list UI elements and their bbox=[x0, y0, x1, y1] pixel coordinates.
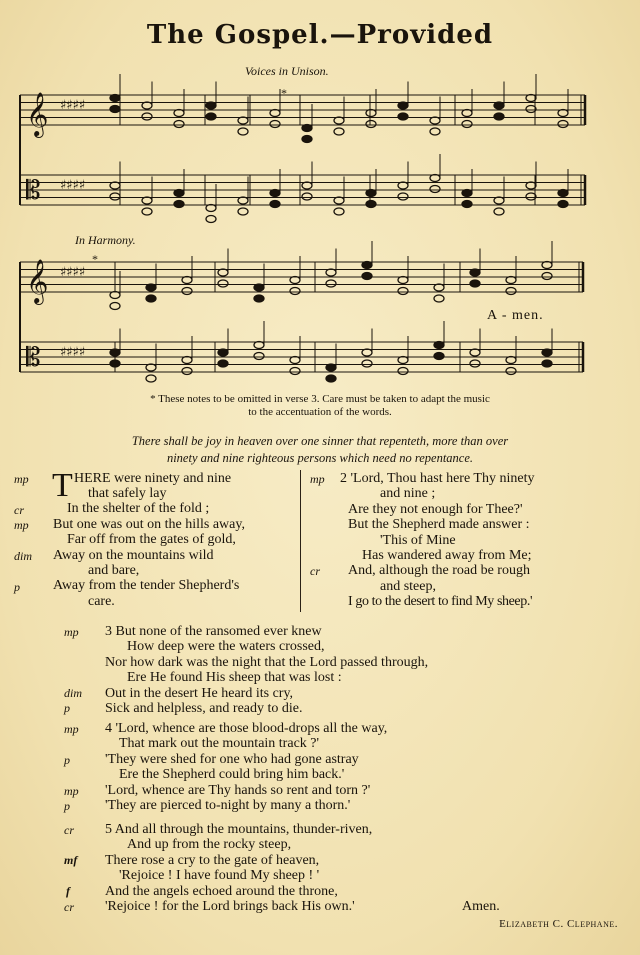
note-head bbox=[218, 360, 228, 367]
note-head bbox=[206, 205, 216, 212]
note-head bbox=[182, 368, 192, 375]
note-head bbox=[334, 117, 344, 124]
note-head bbox=[494, 197, 504, 204]
note-head bbox=[290, 277, 300, 284]
key-signature-icon: ♯♯♯♯ bbox=[60, 178, 86, 193]
note-head bbox=[506, 368, 516, 375]
verse3-line: Nor how dark was the night that the Lord passed through, bbox=[105, 654, 429, 670]
verse4-line: 'Lord, whence are Thy hands so rent and torn ?' bbox=[105, 782, 371, 798]
verse3-line: Sick and helpless, and ready to die. bbox=[105, 701, 303, 717]
note-head bbox=[270, 121, 280, 128]
note-head bbox=[254, 284, 264, 291]
note-head bbox=[238, 128, 248, 135]
note-head bbox=[326, 280, 336, 287]
verse3 bbox=[105, 624, 428, 716]
note-head bbox=[270, 110, 280, 117]
note-head bbox=[398, 277, 408, 284]
note-head bbox=[238, 117, 248, 124]
note-head bbox=[110, 360, 120, 367]
footnote bbox=[60, 393, 580, 419]
footnote-line-1: * These notes to be omitted in verse 3. Care must be taken to adapt the music bbox=[150, 393, 490, 405]
verse4-line: 'They are pierced to-night by many a thorn.' bbox=[105, 798, 351, 814]
verse4-line: 'They were shed for one who had gone astray bbox=[105, 751, 359, 767]
note-head bbox=[206, 113, 216, 120]
dynamic-mark: mf bbox=[64, 853, 78, 867]
note-head bbox=[302, 125, 312, 132]
note-head bbox=[434, 284, 444, 291]
note-head bbox=[238, 197, 248, 204]
note-head bbox=[362, 360, 372, 367]
dynamic-mark: mp bbox=[310, 472, 325, 486]
note-head bbox=[366, 121, 376, 128]
note-head bbox=[110, 349, 120, 356]
note-head bbox=[398, 288, 408, 295]
verse1-line: In the shelter of the fold ; bbox=[67, 501, 210, 517]
note-head bbox=[366, 190, 376, 197]
note-head bbox=[290, 288, 300, 295]
note-head bbox=[430, 128, 440, 135]
verse1-line: Far off from the gates of gold, bbox=[67, 532, 236, 548]
unison-asterisk: * bbox=[281, 86, 287, 100]
verse2-line: and nine ; bbox=[380, 486, 436, 502]
verse3-line: Ere He found His sheep that was lost : bbox=[127, 670, 342, 686]
note-head bbox=[206, 102, 216, 109]
music-score bbox=[0, 0, 640, 390]
note-head bbox=[542, 360, 552, 367]
note-head bbox=[182, 357, 192, 364]
note-head bbox=[254, 353, 264, 360]
note-head bbox=[174, 110, 184, 117]
verse5-amen: Amen. bbox=[462, 899, 500, 914]
verse3-line: 3 But none of the ransomed ever knew bbox=[105, 624, 322, 639]
note-head bbox=[506, 277, 516, 284]
verse1-line: Away on the mountains wild bbox=[53, 547, 214, 563]
verse2-line: Has wandered away from Me; bbox=[362, 548, 532, 564]
alto-clef-icon: 𝄡 bbox=[26, 343, 41, 373]
note-head bbox=[462, 201, 472, 208]
note-head bbox=[174, 121, 184, 128]
note-head bbox=[362, 349, 372, 356]
dynamic-mark: p bbox=[64, 701, 70, 715]
verse4-line: 4 'Lord, whence are those blood-drops all the way, bbox=[105, 721, 388, 736]
note-head bbox=[434, 353, 444, 360]
dynamic-mark: mp bbox=[64, 625, 79, 639]
note-head bbox=[110, 182, 120, 189]
dynamic-mark: dim bbox=[64, 686, 82, 700]
note-head bbox=[206, 216, 216, 223]
note-head bbox=[542, 273, 552, 280]
verse1-line: Away from the tender Shepherd's bbox=[53, 578, 240, 594]
note-head bbox=[174, 201, 184, 208]
key-signature-icon: ♯♯♯♯ bbox=[60, 98, 86, 113]
note-head bbox=[146, 375, 156, 382]
verse1-dropcap: T bbox=[52, 467, 73, 504]
author-credit: Elizabeth C. Clephane. bbox=[499, 918, 618, 930]
epigraph bbox=[40, 433, 600, 467]
note-head bbox=[290, 368, 300, 375]
verse5-line: And the angels echoed around the throne, bbox=[105, 883, 338, 899]
unison-label: Voices in Unison. bbox=[245, 64, 329, 78]
note-head bbox=[506, 357, 516, 364]
verse5 bbox=[105, 822, 372, 914]
note-head bbox=[362, 262, 372, 269]
note-head bbox=[302, 182, 312, 189]
dynamic-mark: cr bbox=[64, 900, 74, 914]
note-head bbox=[398, 357, 408, 364]
verse4-line: Ere the Shepherd could bring him back.' bbox=[119, 767, 345, 783]
note-head bbox=[182, 288, 192, 295]
note-head bbox=[494, 208, 504, 215]
note-head bbox=[470, 280, 480, 287]
dynamic-mark: cr bbox=[14, 503, 24, 517]
note-head bbox=[462, 190, 472, 197]
verse2-line: I go to the desert to find My sheep.' bbox=[348, 594, 533, 610]
page-title: The Gospel.—Provided bbox=[146, 20, 494, 50]
note-head bbox=[334, 128, 344, 135]
dynamic-mark: dim bbox=[14, 549, 32, 563]
verse1-first-line: HERE were ninety and nine bbox=[74, 471, 232, 486]
epigraph-line-2: ninety and nine righteous persons which need no repentance. bbox=[166, 451, 474, 465]
epigraph-line-1: There shall be joy in heaven over one sinner that repenteth, more than over bbox=[131, 434, 509, 448]
note-head bbox=[290, 357, 300, 364]
verse2-line: Are they not enough for Thee?' bbox=[348, 501, 523, 517]
note-head bbox=[110, 106, 120, 113]
note-head bbox=[430, 175, 440, 182]
verse2-line: But the Shepherd made answer : bbox=[348, 517, 530, 533]
note-head bbox=[366, 110, 376, 117]
note-head bbox=[434, 295, 444, 302]
note-head bbox=[542, 262, 552, 269]
verse1-line: care. bbox=[88, 593, 115, 609]
alto-clef-icon: 𝄡 bbox=[26, 176, 41, 206]
note-head bbox=[326, 269, 336, 276]
note-head bbox=[142, 197, 152, 204]
note-head bbox=[462, 121, 472, 128]
footnote-line-2: to the accentuation of the words. bbox=[248, 406, 392, 418]
note-head bbox=[398, 193, 408, 200]
note-head bbox=[142, 113, 152, 120]
note-head bbox=[182, 277, 192, 284]
verse3-line: Out in the desert He heard its cry, bbox=[105, 685, 294, 701]
verse5-line: And up from the rocky steep, bbox=[127, 837, 292, 853]
note-head bbox=[254, 342, 264, 349]
note-head bbox=[334, 197, 344, 204]
note-head bbox=[398, 368, 408, 375]
note-head bbox=[558, 190, 568, 197]
verse2-line: And, although the road be rough bbox=[348, 563, 530, 579]
note-head bbox=[462, 110, 472, 117]
note-head bbox=[558, 121, 568, 128]
dynamic-mark: f bbox=[66, 884, 70, 898]
note-head bbox=[558, 201, 568, 208]
dynamic-mark: p bbox=[64, 753, 70, 767]
verse1-line: and bare, bbox=[88, 563, 140, 579]
amen-lyric: A - men. bbox=[487, 308, 544, 323]
note-head bbox=[494, 113, 504, 120]
note-head bbox=[270, 201, 280, 208]
note-head bbox=[110, 303, 120, 310]
note-head bbox=[434, 342, 444, 349]
note-head bbox=[542, 349, 552, 356]
note-head bbox=[270, 190, 280, 197]
note-head bbox=[146, 364, 156, 371]
note-head bbox=[334, 208, 344, 215]
treble-clef-icon: 𝄞 bbox=[26, 259, 49, 303]
verse2-line: 'This of Mine bbox=[380, 532, 456, 548]
verse2 bbox=[340, 471, 534, 610]
verse3-line: How deep were the waters crossed, bbox=[127, 639, 325, 655]
note-head bbox=[302, 193, 312, 200]
note-head bbox=[470, 360, 480, 367]
note-head bbox=[110, 292, 120, 299]
note-head bbox=[238, 208, 248, 215]
harmony-label: In Harmony. bbox=[75, 233, 136, 247]
verse4-line: That mark out the mountain track ?' bbox=[119, 736, 320, 752]
note-head bbox=[506, 288, 516, 295]
note-head bbox=[218, 280, 228, 287]
note-head bbox=[398, 182, 408, 189]
note-head bbox=[398, 102, 408, 109]
verse4 bbox=[105, 721, 387, 813]
footnote-asterisk: * bbox=[92, 252, 98, 266]
note-head bbox=[142, 102, 152, 109]
dynamic-mark: p bbox=[14, 580, 20, 594]
key-signature-icon: ♯♯♯♯ bbox=[60, 265, 86, 280]
note-head bbox=[146, 295, 156, 302]
note-head bbox=[218, 349, 228, 356]
verse2-line: and steep, bbox=[380, 578, 436, 594]
verse5-line: 'Rejoice ! for the Lord brings back His own.' bbox=[105, 899, 355, 915]
dynamic-mark: mp bbox=[14, 472, 29, 486]
note-head bbox=[218, 269, 228, 276]
note-head bbox=[174, 190, 184, 197]
note-head bbox=[326, 364, 336, 371]
note-head bbox=[398, 113, 408, 120]
dynamic-mark: p bbox=[64, 799, 70, 813]
verse5-line: 'Rejoice ! I have found My sheep ! ' bbox=[119, 868, 320, 884]
column-divider bbox=[300, 470, 301, 612]
note-head bbox=[430, 117, 440, 124]
dynamic-mark: mp bbox=[64, 722, 79, 736]
note-head bbox=[494, 102, 504, 109]
verse1-line: But one was out on the hills away, bbox=[53, 516, 245, 532]
note-head bbox=[470, 269, 480, 276]
verse1-line: that safely lay bbox=[88, 486, 167, 501]
verse1 bbox=[53, 486, 245, 609]
dynamic-mark: cr bbox=[64, 823, 74, 837]
key-signature-icon: ♯♯♯♯ bbox=[60, 345, 86, 360]
dynamic-mark: mp bbox=[64, 784, 79, 798]
note-head bbox=[146, 284, 156, 291]
note-head bbox=[110, 193, 120, 200]
dynamic-mark: mp bbox=[14, 518, 29, 532]
verse5-line: There rose a cry to the gate of heaven, bbox=[105, 852, 320, 868]
note-head bbox=[362, 273, 372, 280]
note-head bbox=[326, 375, 336, 382]
note-head bbox=[254, 295, 264, 302]
note-head bbox=[110, 95, 120, 102]
treble-clef-icon: 𝄞 bbox=[26, 92, 49, 136]
note-head bbox=[142, 208, 152, 215]
note-head bbox=[470, 349, 480, 356]
dynamic-mark: cr bbox=[310, 564, 320, 578]
note-head bbox=[302, 136, 312, 143]
note-head bbox=[366, 201, 376, 208]
note-head bbox=[430, 186, 440, 193]
verse2-line: 2 'Lord, Thou hast here Thy ninety bbox=[340, 471, 535, 486]
note-head bbox=[558, 110, 568, 117]
verse5-line: 5 And all through the mountains, thunder-riven, bbox=[105, 822, 373, 837]
